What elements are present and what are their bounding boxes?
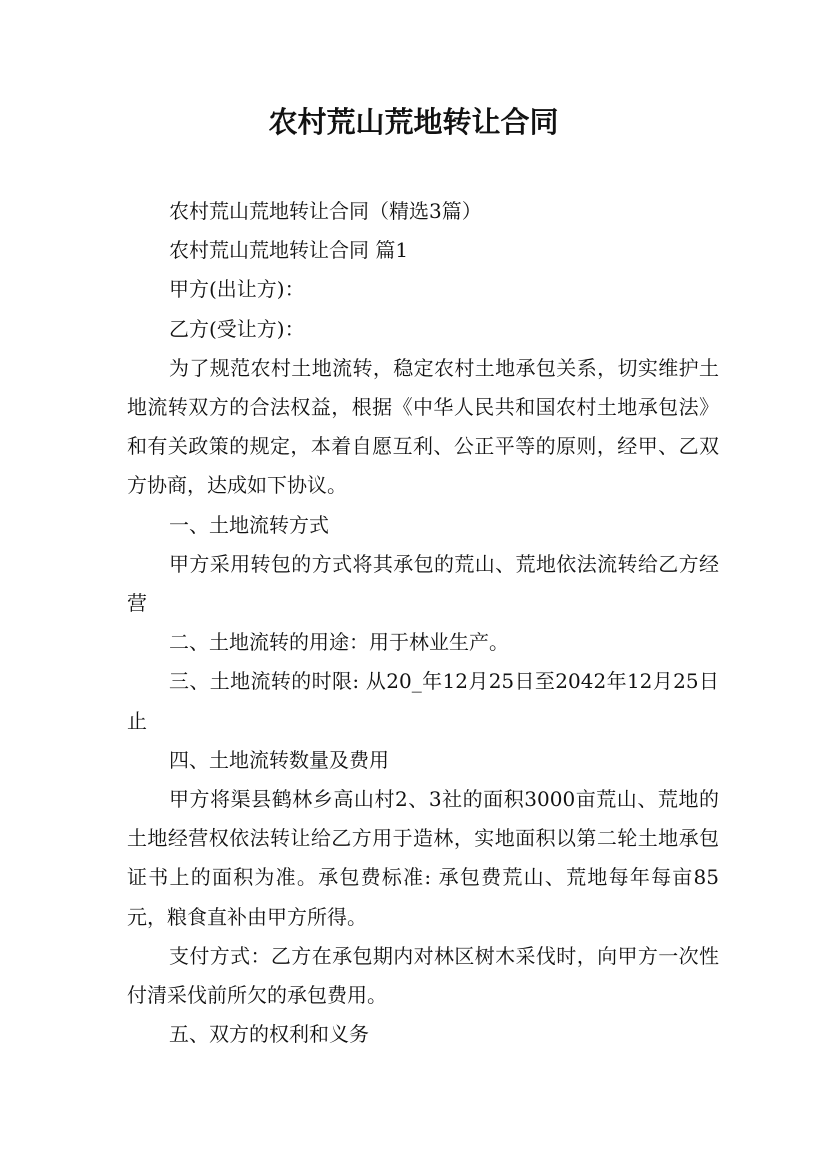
preamble-paragraph: 为了规范农村土地流转，稳定农村土地承包关系，切实维护土地流转双方的合法权益，根据《中华人民共和国农村土地承包法》和有关政策的规定，本着自愿互利、公正平等的原则，经甲、乙双方协商，达成如下协议。 bbox=[127, 355, 719, 498]
clause-paragraph: 甲方采用转包的方式将其承包的荒山、荒地依法流转给乙方经营 bbox=[127, 551, 719, 616]
clause-paragraph: 支付方式：乙方在承包期内对林区树木采伐时，向甲方一次性付清采伐前所欠的承包费用。 bbox=[127, 943, 719, 1008]
clause-heading: 一、土地流转方式 bbox=[169, 512, 329, 537]
document-body bbox=[127, 192, 719, 1054]
subtitle-paragraph: 农村荒山荒地转让合同（精选3篇） bbox=[169, 199, 482, 223]
party-a-label: 甲方(出让方)： bbox=[169, 277, 305, 302]
section-heading: 农村荒山荒地转让合同 篇1 bbox=[169, 238, 409, 263]
clause-heading: 三、土地流转的时限: 从20_年12月25日至2042年12月25日止 bbox=[127, 669, 719, 733]
clause-heading: 五、双方的权利和义务 bbox=[169, 1022, 369, 1047]
document-title: 农村荒山荒地转让合同 bbox=[268, 105, 559, 139]
clause-heading: 四、土地流转数量及费用 bbox=[169, 747, 389, 772]
clause-heading: 二、土地流转的用途：用于林业生产。 bbox=[169, 630, 509, 655]
party-b-label: 乙方(受让方)： bbox=[169, 316, 305, 341]
clause-paragraph: 甲方将渠县鹤林乡高山村2、3社的面积3000亩荒山、荒地的土地经营权依法转让给乙方用于造林，实地面积以第二轮土地承包证书上的面积为准。承包费标准: 承包费荒山、荒地每年每亩85元，粮食直补由甲方所得。 bbox=[127, 787, 719, 929]
